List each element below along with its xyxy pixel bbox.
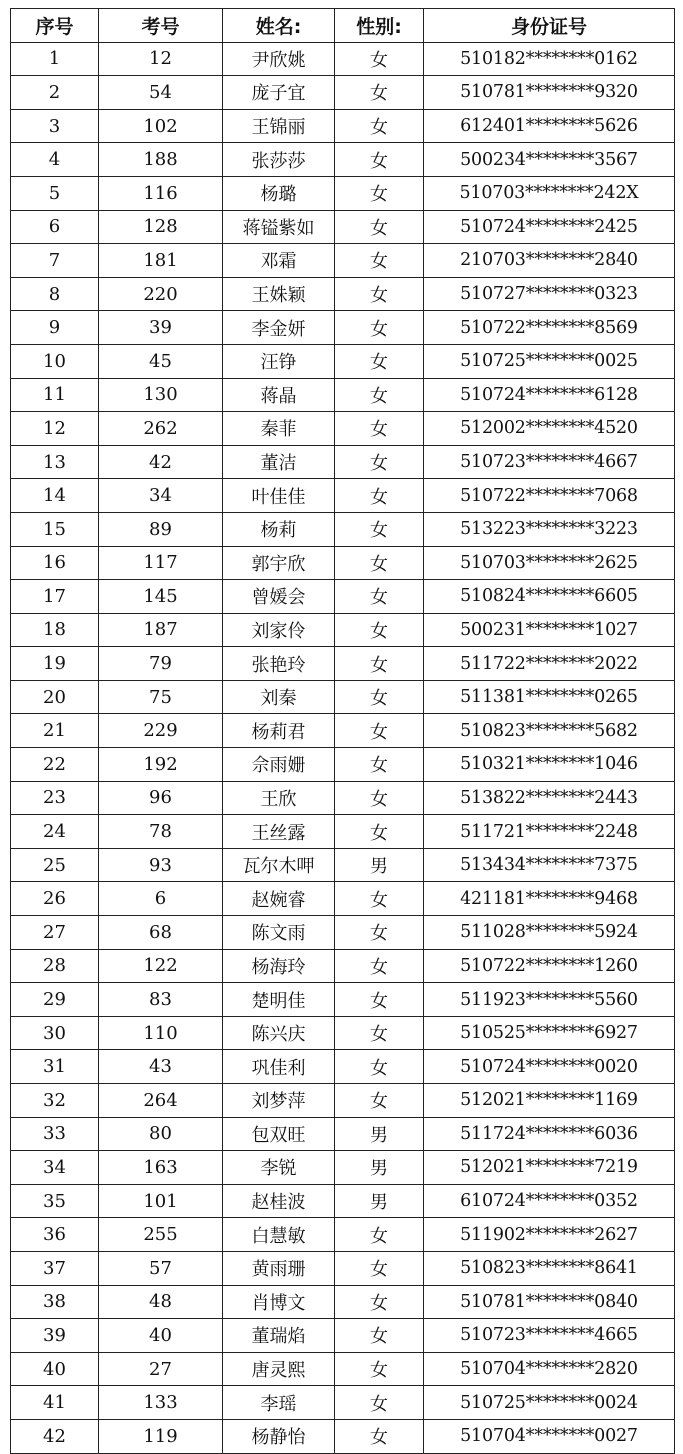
gender-cell: 女 bbox=[335, 781, 424, 815]
serial-number-cell: 34 bbox=[11, 1151, 99, 1185]
gender-cell: 女 bbox=[335, 714, 424, 748]
id-number-cell: 511724********6036 bbox=[424, 1117, 675, 1151]
exam-number-cell: 181 bbox=[99, 244, 223, 278]
name-cell: 叶佳佳 bbox=[223, 479, 335, 513]
serial-number-cell: 16 bbox=[11, 546, 99, 580]
gender-cell: 女 bbox=[335, 1285, 424, 1319]
id-number-cell: 510824********6605 bbox=[424, 580, 675, 614]
exam-number-cell: 78 bbox=[99, 815, 223, 849]
exam-number-cell: 6 bbox=[99, 882, 223, 916]
gender-cell: 女 bbox=[335, 512, 424, 546]
id-number-cell: 510704********0027 bbox=[424, 1419, 675, 1453]
gender-cell: 女 bbox=[335, 210, 424, 244]
table-row bbox=[11, 680, 675, 714]
id-number-cell: 511721********2248 bbox=[424, 815, 675, 849]
exam-number-cell: 12 bbox=[99, 42, 223, 76]
serial-number-cell: 32 bbox=[11, 1084, 99, 1118]
id-number-cell: 512002********4520 bbox=[424, 412, 675, 446]
table-row bbox=[11, 176, 675, 210]
exam-number-cell: 34 bbox=[99, 479, 223, 513]
id-number-cell: 510703********242X bbox=[424, 176, 675, 210]
gender-cell: 男 bbox=[335, 1151, 424, 1185]
id-number-cell: 510823********8641 bbox=[424, 1251, 675, 1285]
name-cell: 庞子宜 bbox=[223, 76, 335, 110]
serial-number-cell: 41 bbox=[11, 1386, 99, 1420]
id-number-cell: 500231********1027 bbox=[424, 613, 675, 647]
gender-cell: 女 bbox=[335, 983, 424, 1017]
exam-number-cell: 128 bbox=[99, 210, 223, 244]
table-row bbox=[11, 1251, 675, 1285]
header-id-number: 身份证号 bbox=[424, 9, 675, 43]
serial-number-cell: 12 bbox=[11, 412, 99, 446]
gender-cell: 女 bbox=[335, 244, 424, 278]
exam-number-cell: 89 bbox=[99, 512, 223, 546]
exam-number-cell: 42 bbox=[99, 445, 223, 479]
id-number-cell: 510722********7068 bbox=[424, 479, 675, 513]
serial-number-cell: 25 bbox=[11, 848, 99, 882]
id-number-cell: 510182********0162 bbox=[424, 42, 675, 76]
exam-number-cell: 101 bbox=[99, 1184, 223, 1218]
id-number-cell: 513822********2443 bbox=[424, 781, 675, 815]
name-cell: 楚明佳 bbox=[223, 983, 335, 1017]
exam-number-cell: 163 bbox=[99, 1151, 223, 1185]
table-row bbox=[11, 1352, 675, 1386]
table-row bbox=[11, 1386, 675, 1420]
id-number-cell: 511722********2022 bbox=[424, 647, 675, 681]
exam-number-cell: 75 bbox=[99, 680, 223, 714]
name-cell: 刘家伶 bbox=[223, 613, 335, 647]
gender-cell: 女 bbox=[335, 1386, 424, 1420]
gender-cell: 女 bbox=[335, 42, 424, 76]
table-row bbox=[11, 949, 675, 983]
exam-number-cell: 45 bbox=[99, 344, 223, 378]
id-number-cell: 510724********0020 bbox=[424, 1050, 675, 1084]
gender-cell: 女 bbox=[335, 1419, 424, 1453]
serial-number-cell: 40 bbox=[11, 1352, 99, 1386]
gender-cell: 女 bbox=[335, 311, 424, 345]
name-cell: 肖博文 bbox=[223, 1285, 335, 1319]
serial-number-cell: 19 bbox=[11, 647, 99, 681]
exam-number-cell: 130 bbox=[99, 378, 223, 412]
serial-number-cell: 7 bbox=[11, 244, 99, 278]
exam-number-cell: 220 bbox=[99, 277, 223, 311]
exam-number-cell: 122 bbox=[99, 949, 223, 983]
name-cell: 王锦丽 bbox=[223, 109, 335, 143]
name-cell: 赵婉睿 bbox=[223, 882, 335, 916]
table-row bbox=[11, 1184, 675, 1218]
exam-number-cell: 262 bbox=[99, 412, 223, 446]
exam-number-cell: 79 bbox=[99, 647, 223, 681]
gender-cell: 女 bbox=[335, 916, 424, 950]
header-serial-number: 序号 bbox=[11, 9, 99, 43]
gender-cell: 女 bbox=[335, 378, 424, 412]
serial-number-cell: 6 bbox=[11, 210, 99, 244]
name-cell: 杨莉君 bbox=[223, 714, 335, 748]
gender-cell: 女 bbox=[335, 748, 424, 782]
serial-number-cell: 9 bbox=[11, 311, 99, 345]
name-cell: 汪铮 bbox=[223, 344, 335, 378]
gender-cell: 男 bbox=[335, 848, 424, 882]
serial-number-cell: 35 bbox=[11, 1184, 99, 1218]
id-number-cell: 513223********3223 bbox=[424, 512, 675, 546]
id-number-cell: 510321********1046 bbox=[424, 748, 675, 782]
id-number-cell: 510725********0025 bbox=[424, 344, 675, 378]
gender-cell: 女 bbox=[335, 580, 424, 614]
exam-number-cell: 188 bbox=[99, 143, 223, 177]
id-number-cell: 510525********6927 bbox=[424, 1016, 675, 1050]
gender-cell: 女 bbox=[335, 949, 424, 983]
id-number-cell: 210703********2840 bbox=[424, 244, 675, 278]
exam-number-cell: 145 bbox=[99, 580, 223, 614]
serial-number-cell: 36 bbox=[11, 1218, 99, 1252]
serial-number-cell: 39 bbox=[11, 1319, 99, 1353]
serial-number-cell: 21 bbox=[11, 714, 99, 748]
id-number-cell: 511028********5924 bbox=[424, 916, 675, 950]
table-row bbox=[11, 143, 675, 177]
name-cell: 瓦尔木呷 bbox=[223, 848, 335, 882]
table-row bbox=[11, 76, 675, 110]
exam-number-cell: 27 bbox=[99, 1352, 223, 1386]
name-cell: 张莎莎 bbox=[223, 143, 335, 177]
serial-number-cell: 42 bbox=[11, 1419, 99, 1453]
table-row bbox=[11, 983, 675, 1017]
serial-number-cell: 4 bbox=[11, 143, 99, 177]
name-cell: 李瑶 bbox=[223, 1386, 335, 1420]
name-cell: 杨海玲 bbox=[223, 949, 335, 983]
table-row bbox=[11, 344, 675, 378]
name-cell: 白慧敏 bbox=[223, 1218, 335, 1252]
id-number-cell: 421181********9468 bbox=[424, 882, 675, 916]
header-exam-number: 考号 bbox=[99, 9, 223, 43]
serial-number-cell: 20 bbox=[11, 680, 99, 714]
table-row bbox=[11, 412, 675, 446]
serial-number-cell: 3 bbox=[11, 109, 99, 143]
exam-number-cell: 93 bbox=[99, 848, 223, 882]
exam-number-cell: 133 bbox=[99, 1386, 223, 1420]
name-cell: 李金妍 bbox=[223, 311, 335, 345]
name-cell: 陈文雨 bbox=[223, 916, 335, 950]
exam-number-cell: 40 bbox=[99, 1319, 223, 1353]
table-row bbox=[11, 445, 675, 479]
name-cell: 李锐 bbox=[223, 1151, 335, 1185]
table-row bbox=[11, 748, 675, 782]
gender-cell: 女 bbox=[335, 479, 424, 513]
gender-cell: 女 bbox=[335, 176, 424, 210]
serial-number-cell: 1 bbox=[11, 42, 99, 76]
serial-number-cell: 26 bbox=[11, 882, 99, 916]
exam-number-cell: 48 bbox=[99, 1285, 223, 1319]
serial-number-cell: 5 bbox=[11, 176, 99, 210]
table-row bbox=[11, 378, 675, 412]
table-row bbox=[11, 210, 675, 244]
id-number-cell: 512021********1169 bbox=[424, 1084, 675, 1118]
table-row bbox=[11, 109, 675, 143]
id-number-cell: 510722********8569 bbox=[424, 311, 675, 345]
name-cell: 佘雨姗 bbox=[223, 748, 335, 782]
serial-number-cell: 30 bbox=[11, 1016, 99, 1050]
id-number-cell: 512021********7219 bbox=[424, 1151, 675, 1185]
gender-cell: 女 bbox=[335, 76, 424, 110]
id-number-cell: 610724********0352 bbox=[424, 1184, 675, 1218]
id-number-cell: 513434********7375 bbox=[424, 848, 675, 882]
gender-cell: 女 bbox=[335, 143, 424, 177]
gender-cell: 女 bbox=[335, 344, 424, 378]
name-cell: 巩佳利 bbox=[223, 1050, 335, 1084]
id-number-cell: 511381********0265 bbox=[424, 680, 675, 714]
table-row bbox=[11, 647, 675, 681]
exam-number-cell: 39 bbox=[99, 311, 223, 345]
table-row bbox=[11, 479, 675, 513]
name-cell: 赵桂波 bbox=[223, 1184, 335, 1218]
gender-cell: 女 bbox=[335, 647, 424, 681]
header-name: 姓名: bbox=[223, 9, 335, 43]
table-row bbox=[11, 1319, 675, 1353]
serial-number-cell: 23 bbox=[11, 781, 99, 815]
serial-number-cell: 33 bbox=[11, 1117, 99, 1151]
gender-cell: 女 bbox=[335, 445, 424, 479]
serial-number-cell: 10 bbox=[11, 344, 99, 378]
id-number-cell: 510704********2820 bbox=[424, 1352, 675, 1386]
gender-cell: 女 bbox=[335, 680, 424, 714]
name-cell: 杨璐 bbox=[223, 176, 335, 210]
gender-cell: 女 bbox=[335, 1251, 424, 1285]
id-number-cell: 510723********4665 bbox=[424, 1319, 675, 1353]
name-cell: 黄雨珊 bbox=[223, 1251, 335, 1285]
table-row bbox=[11, 1218, 675, 1252]
serial-number-cell: 13 bbox=[11, 445, 99, 479]
serial-number-cell: 31 bbox=[11, 1050, 99, 1084]
table-row bbox=[11, 882, 675, 916]
name-cell: 杨静怡 bbox=[223, 1419, 335, 1453]
serial-number-cell: 38 bbox=[11, 1285, 99, 1319]
serial-number-cell: 2 bbox=[11, 76, 99, 110]
name-cell: 王丝露 bbox=[223, 815, 335, 849]
gender-cell: 女 bbox=[335, 546, 424, 580]
name-cell: 尹欣姚 bbox=[223, 42, 335, 76]
gender-cell: 女 bbox=[335, 1084, 424, 1118]
name-cell: 秦菲 bbox=[223, 412, 335, 446]
name-cell: 蒋晶 bbox=[223, 378, 335, 412]
exam-number-cell: 229 bbox=[99, 714, 223, 748]
exam-number-cell: 57 bbox=[99, 1251, 223, 1285]
exam-number-cell: 83 bbox=[99, 983, 223, 1017]
exam-number-cell: 264 bbox=[99, 1084, 223, 1118]
table-row bbox=[11, 916, 675, 950]
name-cell: 董洁 bbox=[223, 445, 335, 479]
id-number-cell: 510723********4667 bbox=[424, 445, 675, 479]
gender-cell: 女 bbox=[335, 815, 424, 849]
header-gender: 性别: bbox=[335, 9, 424, 43]
exam-number-cell: 119 bbox=[99, 1419, 223, 1453]
serial-number-cell: 29 bbox=[11, 983, 99, 1017]
exam-number-cell: 102 bbox=[99, 109, 223, 143]
table-row bbox=[11, 1285, 675, 1319]
serial-number-cell: 17 bbox=[11, 580, 99, 614]
gender-cell: 男 bbox=[335, 1117, 424, 1151]
id-number-cell: 510727********0323 bbox=[424, 277, 675, 311]
serial-number-cell: 37 bbox=[11, 1251, 99, 1285]
table-row bbox=[11, 848, 675, 882]
table-row bbox=[11, 546, 675, 580]
id-number-cell: 510703********2625 bbox=[424, 546, 675, 580]
table-row bbox=[11, 1419, 675, 1453]
name-cell: 邓霜 bbox=[223, 244, 335, 278]
exam-number-cell: 68 bbox=[99, 916, 223, 950]
exam-number-cell: 80 bbox=[99, 1117, 223, 1151]
serial-number-cell: 18 bbox=[11, 613, 99, 647]
id-number-cell: 510724********6128 bbox=[424, 378, 675, 412]
id-number-cell: 510725********0024 bbox=[424, 1386, 675, 1420]
id-number-cell: 511902********2627 bbox=[424, 1218, 675, 1252]
name-cell: 杨莉 bbox=[223, 512, 335, 546]
table-row bbox=[11, 512, 675, 546]
exam-number-cell: 116 bbox=[99, 176, 223, 210]
table-row bbox=[11, 311, 675, 345]
gender-cell: 女 bbox=[335, 1319, 424, 1353]
serial-number-cell: 15 bbox=[11, 512, 99, 546]
table-row bbox=[11, 714, 675, 748]
table-row bbox=[11, 613, 675, 647]
exam-number-cell: 255 bbox=[99, 1218, 223, 1252]
id-number-cell: 510781********0840 bbox=[424, 1285, 675, 1319]
exam-number-cell: 117 bbox=[99, 546, 223, 580]
gender-cell: 女 bbox=[335, 613, 424, 647]
name-cell: 郭宇欣 bbox=[223, 546, 335, 580]
gender-cell: 女 bbox=[335, 1050, 424, 1084]
table-row bbox=[11, 815, 675, 849]
gender-cell: 女 bbox=[335, 412, 424, 446]
serial-number-cell: 14 bbox=[11, 479, 99, 513]
name-cell: 唐灵熙 bbox=[223, 1352, 335, 1386]
exam-number-cell: 110 bbox=[99, 1016, 223, 1050]
table-row bbox=[11, 1117, 675, 1151]
id-number-cell: 510724********2425 bbox=[424, 210, 675, 244]
name-cell: 王欣 bbox=[223, 781, 335, 815]
gender-cell: 男 bbox=[335, 1184, 424, 1218]
name-cell: 刘梦萍 bbox=[223, 1084, 335, 1118]
serial-number-cell: 8 bbox=[11, 277, 99, 311]
table-row bbox=[11, 1151, 675, 1185]
id-number-cell: 612401********5626 bbox=[424, 109, 675, 143]
gender-cell: 女 bbox=[335, 1218, 424, 1252]
id-number-cell: 500234********3567 bbox=[424, 143, 675, 177]
name-cell: 张艳玲 bbox=[223, 647, 335, 681]
name-cell: 蒋镒紫如 bbox=[223, 210, 335, 244]
gender-cell: 女 bbox=[335, 1016, 424, 1050]
gender-cell: 女 bbox=[335, 1352, 424, 1386]
exam-number-cell: 96 bbox=[99, 781, 223, 815]
name-cell: 陈兴庆 bbox=[223, 1016, 335, 1050]
table-header bbox=[11, 9, 675, 43]
exam-number-cell: 187 bbox=[99, 613, 223, 647]
roster-table bbox=[10, 8, 675, 1454]
table-row bbox=[11, 1084, 675, 1118]
exam-number-cell: 54 bbox=[99, 76, 223, 110]
table-row bbox=[11, 277, 675, 311]
serial-number-cell: 24 bbox=[11, 815, 99, 849]
name-cell: 王姝颖 bbox=[223, 277, 335, 311]
table-body bbox=[11, 42, 675, 1453]
id-number-cell: 510722********1260 bbox=[424, 949, 675, 983]
serial-number-cell: 28 bbox=[11, 949, 99, 983]
table-row bbox=[11, 42, 675, 76]
id-number-cell: 510781********9320 bbox=[424, 76, 675, 110]
table-row bbox=[11, 1016, 675, 1050]
gender-cell: 女 bbox=[335, 109, 424, 143]
table-row bbox=[11, 244, 675, 278]
name-cell: 包双旺 bbox=[223, 1117, 335, 1151]
id-number-cell: 511923********5560 bbox=[424, 983, 675, 1017]
header-row bbox=[11, 9, 675, 43]
table-row bbox=[11, 1050, 675, 1084]
name-cell: 刘秦 bbox=[223, 680, 335, 714]
exam-number-cell: 43 bbox=[99, 1050, 223, 1084]
id-number-cell: 510823********5682 bbox=[424, 714, 675, 748]
table-row bbox=[11, 580, 675, 614]
serial-number-cell: 27 bbox=[11, 916, 99, 950]
name-cell: 董瑞焰 bbox=[223, 1319, 335, 1353]
gender-cell: 女 bbox=[335, 882, 424, 916]
gender-cell: 女 bbox=[335, 277, 424, 311]
serial-number-cell: 22 bbox=[11, 748, 99, 782]
name-cell: 曾媛会 bbox=[223, 580, 335, 614]
exam-number-cell: 192 bbox=[99, 748, 223, 782]
table-row bbox=[11, 781, 675, 815]
serial-number-cell: 11 bbox=[11, 378, 99, 412]
